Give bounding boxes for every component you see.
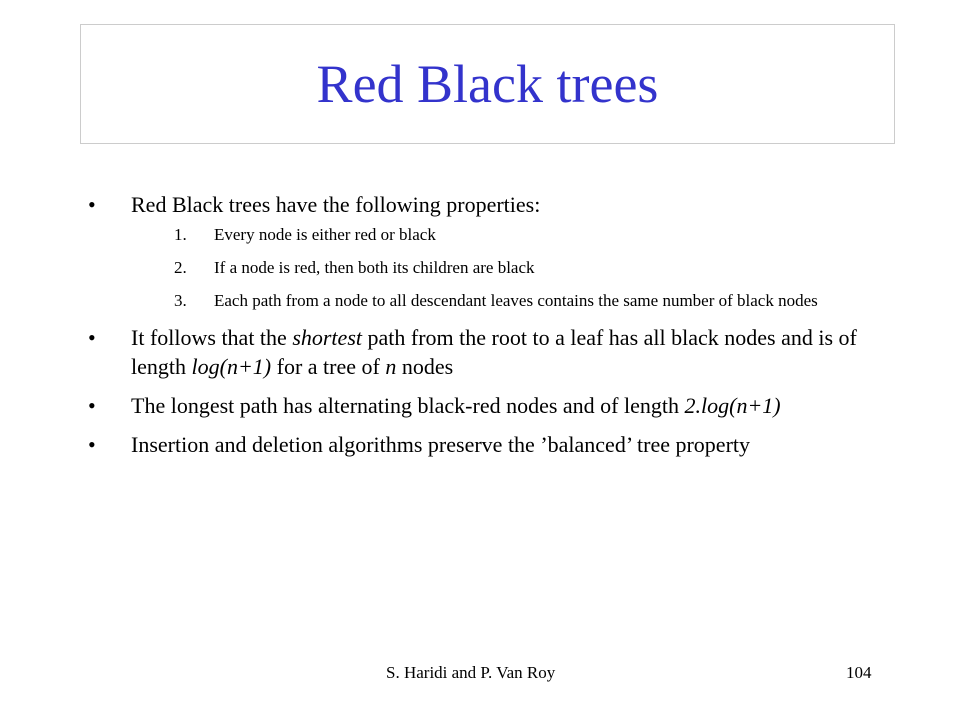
footer-author: S. Haridi and P. Van Roy [386,663,556,682]
item-text: Each path from a node to all descendant leaves contains the same number of black nodes [214,291,818,310]
text-run: It follows that the [131,325,293,350]
bullet-item [88,323,888,381]
item-text: Every node is either red or black [214,225,436,244]
italic-run: n [385,354,397,379]
bullet-text [131,325,857,379]
bullet-text: Insertion and deletion algorithms preserve the ’balanced’ tree property [131,432,751,457]
bullet-marker: • [88,393,96,418]
bullet-item [88,430,888,459]
italic-run: shortest [292,325,362,350]
slide-content [88,190,888,459]
text-run: path from the root to a leaf has all black nodes and is of length [131,325,857,379]
numbered-item [131,256,888,280]
item-number: 1. [174,225,187,244]
numbered-item [131,289,888,313]
text-run: The longest path has alternating black-red nodes and of length [131,393,685,418]
bullet-item [88,190,888,313]
item-number: 2. [174,258,187,277]
text-run: nodes [396,354,454,379]
italic-run: 2.log(n+1) [684,393,781,418]
text-run: for a tree of [271,354,386,379]
item-number: 3. [174,291,187,310]
item-text: If a node is red, then both its children are black [214,258,535,277]
bullet-text [131,393,781,418]
numbered-list [131,223,888,313]
bullet-marker: • [88,432,96,457]
slide-title: Red Black trees [316,54,659,114]
italic-run: log(n+1) [191,354,272,379]
bullet-marker: • [88,325,96,350]
page-number: 104 [846,663,872,682]
bullet-item [88,391,888,420]
bullet-text: Red Black trees have the following properties: [131,192,541,217]
title-box [80,24,895,144]
numbered-item [131,223,888,247]
bullet-marker: • [88,192,96,217]
